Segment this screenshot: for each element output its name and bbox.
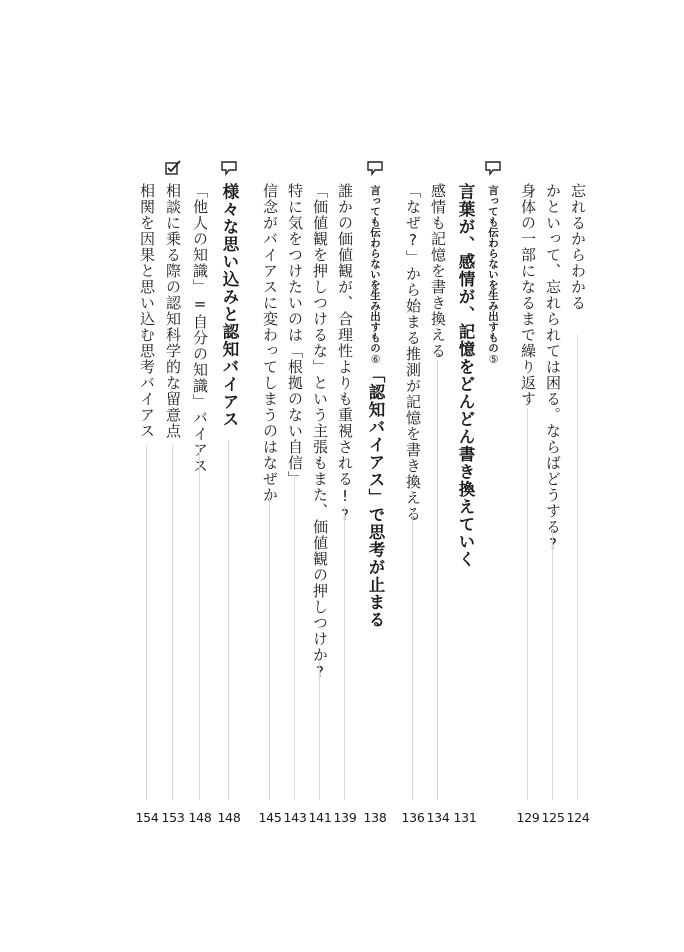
leader-line bbox=[228, 440, 229, 800]
leader-line bbox=[527, 408, 528, 800]
toc-section-tag bbox=[478, 0, 508, 952]
toc-entry-title: 忘れるからわかる bbox=[569, 183, 587, 311]
leader-line bbox=[344, 505, 345, 800]
page-number: 143 bbox=[283, 810, 307, 825]
toc-entry-title: 「なぜ?」から始まる推測が記憶を書き換える bbox=[404, 183, 422, 522]
page-number: 145 bbox=[258, 810, 282, 825]
toc-entry[interactable] bbox=[513, 0, 543, 952]
toc-heading[interactable] bbox=[360, 0, 390, 952]
leader-line bbox=[199, 445, 200, 800]
page-number: 139 bbox=[333, 810, 357, 825]
toc-entry-title: 「他人の知識」=自分の知識」バイアス bbox=[191, 183, 209, 474]
page-number: 141 bbox=[308, 810, 332, 825]
toc-entry-title: 信念がバイアスに変わってしまうのはなぜか bbox=[261, 183, 279, 503]
toc-heading-title: 様々な思い込みと認知バイアス bbox=[220, 183, 239, 428]
toc-heading-title: 言葉が、感情が、記憶をどんどん書き換えていく bbox=[456, 183, 475, 568]
leader-line bbox=[319, 660, 320, 800]
toc-entry[interactable] bbox=[132, 0, 162, 952]
toc-heading[interactable] bbox=[450, 0, 480, 952]
page-number: 153 bbox=[161, 810, 185, 825]
page-number: 138 bbox=[363, 810, 387, 825]
section-number: ⑥ bbox=[369, 353, 382, 366]
checkbox-icon bbox=[164, 160, 182, 176]
leader-line bbox=[552, 532, 553, 800]
toc-entry-title: 感情も記憶を書き換える bbox=[429, 183, 447, 359]
page-number: 124 bbox=[566, 810, 590, 825]
toc-entry-title: 相談に乗る際の認知科学的な留意点 bbox=[164, 183, 182, 439]
section-number: ⑤ bbox=[487, 353, 500, 366]
speech-bubble-icon bbox=[220, 160, 238, 176]
page-number: 134 bbox=[426, 810, 450, 825]
page-number: 129 bbox=[516, 810, 540, 825]
leader-line bbox=[146, 445, 147, 800]
section-tag-text: 言っても伝わらないを生み出すもの bbox=[487, 185, 499, 353]
page-number: 154 bbox=[135, 810, 159, 825]
leader-line bbox=[577, 335, 578, 800]
page-number: 136 bbox=[401, 810, 425, 825]
page-number: 125 bbox=[541, 810, 565, 825]
page-number: 131 bbox=[453, 810, 477, 825]
section-tag-text: 言っても伝わらないを生み出すもの bbox=[369, 185, 381, 353]
toc-entry-title: 特に気をつけたいのは「根拠のない自信」 bbox=[286, 183, 304, 487]
toc-entry[interactable] bbox=[158, 0, 188, 952]
page-number: 148 bbox=[217, 810, 241, 825]
toc-entry-title: 相関を因果と思い込む思考バイアス bbox=[138, 183, 156, 439]
leader-line bbox=[269, 492, 270, 800]
toc-entry[interactable] bbox=[255, 0, 285, 952]
leader-line bbox=[437, 360, 438, 800]
toc-entry-title: 身体の一部になるまで繰り返す bbox=[519, 183, 537, 407]
toc-heading[interactable] bbox=[214, 0, 244, 952]
page-number: 148 bbox=[188, 810, 212, 825]
toc-heading-title bbox=[360, 185, 390, 629]
leader-line bbox=[172, 445, 173, 800]
toc-entry-title: 誰かの価値観が、合理性よりも重視される!? bbox=[336, 183, 354, 525]
heading-text: 「認知バイアス」で思考が止まる bbox=[366, 366, 385, 629]
toc-entry-title: かといって、忘れられては困る。ならばどうする? bbox=[544, 183, 562, 554]
speech-bubble-icon bbox=[484, 160, 502, 176]
toc-entry-title: 「価値観を押しつけるな」という主張もまた、価値観の押しつけか? bbox=[311, 183, 329, 682]
leader-line bbox=[412, 510, 413, 800]
toc-entry[interactable] bbox=[185, 0, 215, 952]
section-tag-label bbox=[478, 185, 508, 366]
toc-entry[interactable] bbox=[398, 0, 428, 952]
speech-bubble-icon bbox=[366, 160, 384, 176]
leader-line bbox=[294, 475, 295, 800]
